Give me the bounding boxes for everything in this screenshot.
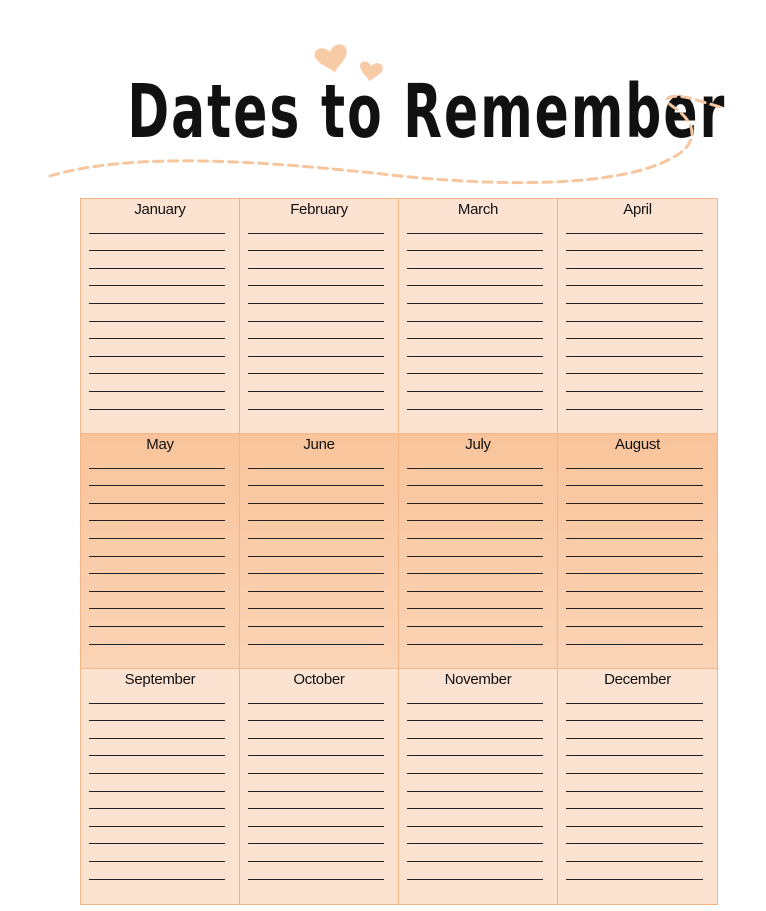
entry-line[interactable] bbox=[566, 827, 703, 845]
entry-line[interactable] bbox=[407, 827, 543, 845]
entry-line[interactable] bbox=[407, 234, 543, 252]
entry-line[interactable] bbox=[566, 374, 703, 392]
entry-line[interactable] bbox=[248, 269, 384, 287]
entry-line[interactable] bbox=[407, 686, 543, 704]
entry-line[interactable] bbox=[407, 557, 543, 575]
entry-line[interactable] bbox=[566, 609, 703, 627]
month-cell-january bbox=[81, 199, 240, 434]
entry-line[interactable] bbox=[407, 251, 543, 269]
month-label: September bbox=[124, 671, 196, 688]
entry-line[interactable] bbox=[89, 557, 225, 575]
entry-line[interactable] bbox=[566, 521, 703, 539]
month-cell-april bbox=[558, 199, 717, 434]
entry-line[interactable] bbox=[407, 357, 543, 375]
entry-line[interactable] bbox=[566, 686, 703, 704]
entry-lines[interactable] bbox=[407, 216, 543, 410]
entry-line[interactable] bbox=[407, 521, 543, 539]
entry-line[interactable] bbox=[566, 269, 703, 287]
entry-line[interactable] bbox=[566, 592, 703, 610]
entry-line[interactable] bbox=[566, 322, 703, 340]
entry-line[interactable] bbox=[89, 486, 225, 504]
entry-line[interactable] bbox=[89, 704, 225, 722]
entry-lines[interactable] bbox=[407, 451, 543, 645]
entry-line[interactable] bbox=[248, 374, 384, 392]
entry-lines[interactable] bbox=[89, 686, 225, 880]
entry-line[interactable] bbox=[89, 392, 225, 410]
entry-line[interactable] bbox=[89, 739, 225, 757]
entry-line[interactable] bbox=[566, 469, 703, 487]
entry-line[interactable] bbox=[248, 809, 384, 827]
entry-line[interactable] bbox=[89, 774, 225, 792]
entry-line[interactable] bbox=[248, 357, 384, 375]
entry-line[interactable] bbox=[566, 721, 703, 739]
entry-line[interactable] bbox=[566, 357, 703, 375]
entry-line[interactable] bbox=[407, 469, 543, 487]
entry-line[interactable] bbox=[407, 862, 543, 880]
entry-line[interactable] bbox=[566, 844, 703, 862]
entry-line[interactable] bbox=[248, 286, 384, 304]
entry-line[interactable] bbox=[566, 486, 703, 504]
entry-line[interactable] bbox=[89, 469, 225, 487]
entry-line[interactable] bbox=[566, 304, 703, 322]
entry-line[interactable] bbox=[566, 286, 703, 304]
entry-line[interactable] bbox=[407, 216, 543, 234]
entry-line[interactable] bbox=[248, 592, 384, 610]
entry-lines[interactable] bbox=[566, 686, 703, 880]
entry-line[interactable] bbox=[566, 451, 703, 469]
entry-line[interactable] bbox=[89, 216, 225, 234]
entry-line[interactable] bbox=[89, 627, 225, 645]
entry-line[interactable] bbox=[248, 756, 384, 774]
entry-line[interactable] bbox=[566, 627, 703, 645]
entry-line[interactable] bbox=[566, 234, 703, 252]
entry-line[interactable] bbox=[566, 809, 703, 827]
entry-line[interactable] bbox=[89, 792, 225, 810]
entry-line[interactable] bbox=[89, 304, 225, 322]
entry-line[interactable] bbox=[248, 339, 384, 357]
month-label: November bbox=[444, 671, 512, 688]
entry-line[interactable] bbox=[407, 322, 543, 340]
entry-line[interactable] bbox=[407, 592, 543, 610]
entry-line[interactable] bbox=[566, 392, 703, 410]
entry-line[interactable] bbox=[89, 721, 225, 739]
month-cell-december bbox=[558, 669, 717, 904]
entry-line[interactable] bbox=[407, 574, 543, 592]
entry-line[interactable] bbox=[407, 627, 543, 645]
entry-line[interactable] bbox=[89, 357, 225, 375]
entry-line[interactable] bbox=[248, 827, 384, 845]
entry-lines[interactable] bbox=[248, 216, 384, 410]
entry-line[interactable] bbox=[566, 557, 703, 575]
entry-line[interactable] bbox=[89, 574, 225, 592]
entry-line[interactable] bbox=[248, 322, 384, 340]
entry-line[interactable] bbox=[89, 521, 225, 539]
entry-line[interactable] bbox=[566, 756, 703, 774]
month-cell-september bbox=[81, 669, 240, 904]
month-label: February bbox=[290, 201, 348, 218]
entry-line[interactable] bbox=[407, 374, 543, 392]
entry-line[interactable] bbox=[89, 286, 225, 304]
entry-line[interactable] bbox=[407, 609, 543, 627]
entry-line[interactable] bbox=[407, 756, 543, 774]
month-label: May bbox=[146, 436, 174, 453]
entry-line[interactable] bbox=[89, 234, 225, 252]
entry-lines[interactable] bbox=[566, 451, 703, 645]
entry-line[interactable] bbox=[89, 451, 225, 469]
entry-line[interactable] bbox=[566, 574, 703, 592]
entry-line[interactable] bbox=[248, 704, 384, 722]
entry-line[interactable] bbox=[248, 557, 384, 575]
entry-line[interactable] bbox=[89, 809, 225, 827]
entry-line[interactable] bbox=[248, 686, 384, 704]
entry-lines[interactable] bbox=[248, 686, 384, 880]
entry-lines[interactable] bbox=[407, 686, 543, 880]
entry-line[interactable] bbox=[407, 844, 543, 862]
entry-line[interactable] bbox=[407, 792, 543, 810]
entry-line[interactable] bbox=[248, 844, 384, 862]
entry-line[interactable] bbox=[566, 774, 703, 792]
entry-line[interactable] bbox=[248, 216, 384, 234]
entry-line[interactable] bbox=[566, 862, 703, 880]
month-cell-march bbox=[399, 199, 558, 434]
entry-line[interactable] bbox=[407, 339, 543, 357]
entry-line[interactable] bbox=[89, 504, 225, 522]
entry-line[interactable] bbox=[248, 539, 384, 557]
entry-line[interactable] bbox=[566, 216, 703, 234]
entry-line[interactable] bbox=[248, 774, 384, 792]
entry-line[interactable] bbox=[248, 504, 384, 522]
month-label: July bbox=[465, 436, 491, 453]
entry-line[interactable] bbox=[248, 451, 384, 469]
entry-line[interactable] bbox=[566, 539, 703, 557]
entry-line[interactable] bbox=[89, 322, 225, 340]
entry-line[interactable] bbox=[248, 234, 384, 252]
month-cell-november bbox=[399, 669, 558, 904]
entry-line[interactable] bbox=[407, 721, 543, 739]
entry-lines[interactable] bbox=[89, 451, 225, 645]
entry-lines[interactable] bbox=[566, 216, 703, 410]
month-label: April bbox=[623, 201, 652, 218]
entry-line[interactable] bbox=[248, 521, 384, 539]
entry-line[interactable] bbox=[566, 504, 703, 522]
entry-line[interactable] bbox=[566, 339, 703, 357]
entry-line[interactable] bbox=[407, 774, 543, 792]
entry-line[interactable] bbox=[89, 686, 225, 704]
month-label: March bbox=[457, 201, 499, 218]
entry-line[interactable] bbox=[407, 739, 543, 757]
month-label: June bbox=[303, 436, 335, 453]
entry-line[interactable] bbox=[89, 539, 225, 557]
entry-line[interactable] bbox=[248, 627, 384, 645]
entry-line[interactable] bbox=[248, 304, 384, 322]
month-cell-may bbox=[81, 434, 240, 669]
entry-lines[interactable] bbox=[89, 216, 225, 410]
entry-line[interactable] bbox=[407, 704, 543, 722]
entry-line[interactable] bbox=[89, 862, 225, 880]
entry-line[interactable] bbox=[407, 451, 543, 469]
entry-line[interactable] bbox=[248, 392, 384, 410]
entry-line[interactable] bbox=[566, 739, 703, 757]
entry-line[interactable] bbox=[89, 827, 225, 845]
month-label: December bbox=[604, 671, 671, 688]
entry-line[interactable] bbox=[407, 539, 543, 557]
entry-line[interactable] bbox=[248, 609, 384, 627]
entry-line[interactable] bbox=[407, 504, 543, 522]
entry-line[interactable] bbox=[566, 251, 703, 269]
entry-line[interactable] bbox=[89, 592, 225, 610]
entry-line[interactable] bbox=[89, 756, 225, 774]
months-grid bbox=[80, 198, 718, 905]
entry-line[interactable] bbox=[89, 339, 225, 357]
entry-line[interactable] bbox=[248, 469, 384, 487]
entry-line[interactable] bbox=[566, 792, 703, 810]
entry-line[interactable] bbox=[407, 486, 543, 504]
entry-line[interactable] bbox=[407, 809, 543, 827]
entry-line[interactable] bbox=[407, 269, 543, 287]
entry-line[interactable] bbox=[89, 609, 225, 627]
month-cell-june bbox=[240, 434, 399, 669]
entry-line[interactable] bbox=[407, 304, 543, 322]
entry-line[interactable] bbox=[566, 704, 703, 722]
month-label: August bbox=[615, 436, 660, 453]
month-label: January bbox=[134, 201, 186, 218]
entry-line[interactable] bbox=[89, 251, 225, 269]
entry-lines[interactable] bbox=[248, 451, 384, 645]
month-cell-february bbox=[240, 199, 399, 434]
entry-line[interactable] bbox=[248, 574, 384, 592]
month-cell-october bbox=[240, 669, 399, 904]
entry-line[interactable] bbox=[89, 269, 225, 287]
entry-line[interactable] bbox=[248, 862, 384, 880]
month-cell-august bbox=[558, 434, 717, 669]
entry-line[interactable] bbox=[407, 392, 543, 410]
month-label: October bbox=[293, 671, 345, 688]
entry-line[interactable] bbox=[248, 739, 384, 757]
entry-line[interactable] bbox=[89, 844, 225, 862]
entry-line[interactable] bbox=[248, 792, 384, 810]
page-title: Dates to Remember bbox=[127, 69, 727, 155]
entry-line[interactable] bbox=[248, 251, 384, 269]
entry-line[interactable] bbox=[248, 486, 384, 504]
entry-line[interactable] bbox=[248, 721, 384, 739]
entry-line[interactable] bbox=[89, 374, 225, 392]
entry-line[interactable] bbox=[407, 286, 543, 304]
month-cell-july bbox=[399, 434, 558, 669]
